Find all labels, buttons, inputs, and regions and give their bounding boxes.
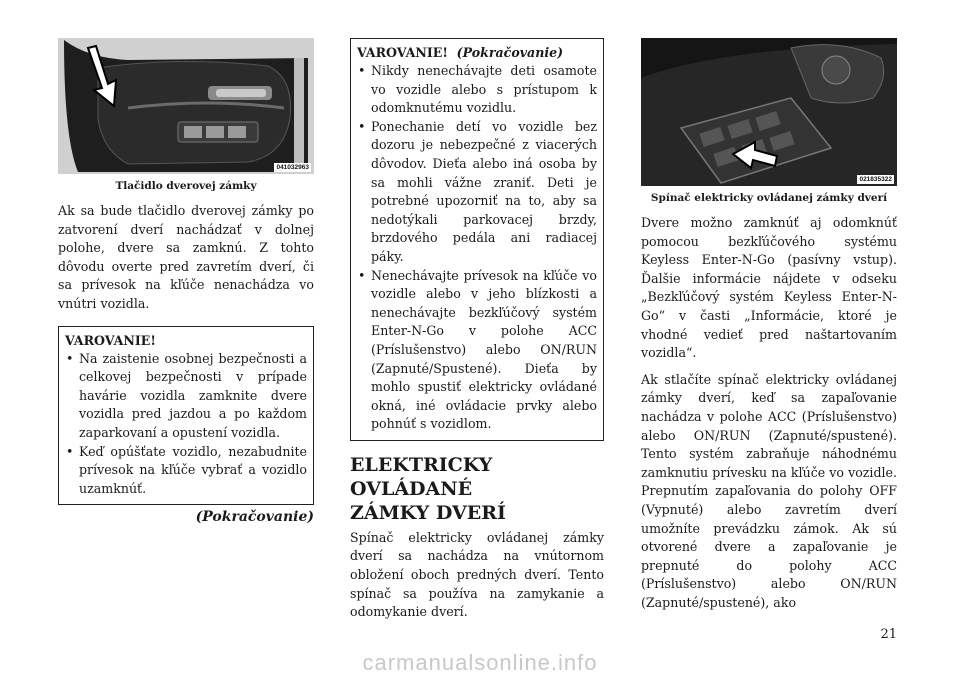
- body-paragraph: Dvere možno zamknúť aj odomknúť pomocou bezkľúčového systému Keyless Enter-N-Go (pasívny vstup). Ďalšie informácie nájdete v odseku „Bezkľúčový systém Keyless Enter-N-Go“ v časti „Informácie, ktoré je vhodné vedieť pred naštartovaním vozidla“.: [641, 215, 897, 361]
- warning-title-row: [357, 44, 597, 62]
- warning-item: • Nikdy nenechávajte deti osamote vo vozidle alebo s prístupom k odomknutému vozidlu.: [357, 62, 597, 118]
- body-paragraph: Ak sa bude tlačidlo dverovej zámky po zatvorení dverí nachádzať v dolnej polohe, dvere sa zamknú. Z tohto dôvodu overte pred zavretím dverí, či sa prívesok na kľúče nenachádza vo vnútri vozidla.: [58, 203, 314, 311]
- warning-item: • Nenechávajte prívesok na kľúče vo vozidle alebo v jeho blízkosti a nenechávajte bezkľúčový systém Enter-N-Go v polohe ACC (Príslušenstvo) alebo ON/RUN (Zapnuté/Spustené). Dieťa by mohlo spustiť elektricky ovládané okná, iné ovládacie prvky alebo pohnúť s vozidlom.: [357, 267, 597, 434]
- warning-list: [65, 350, 307, 499]
- section-heading-line2: ZÁMKY DVERÍ: [350, 501, 506, 524]
- warning-title: VAROVANIE!: [65, 332, 156, 348]
- warning-box: [58, 326, 314, 506]
- door-lock-button-photo: [58, 38, 314, 174]
- right-column: [641, 38, 897, 620]
- continued-label: (Pokračovanie): [195, 509, 314, 526]
- warning-list: [357, 62, 597, 434]
- warning-item: • Na zaistenie osobnej bezpečnosti a celkovej bezpečnosti v prípade havárie vozidla zamknite dvere vozidla pred jazdou a po každom zaparkovaní a opustení vozidla.: [65, 350, 307, 443]
- warning-box-continued: [350, 38, 604, 441]
- warning-item: • Ponechanie detí vo vozidle bez dozoru je nebezpečné z viacerých dôvodov. Dieťa alebo iná osoba by sa mohli vážne zraniť. Deti je potrebné upozorniť na to, aby sa nedotýkali parkovacej brzdy, brzdového pedála ani radiacej páky.: [357, 118, 597, 267]
- section-heading: [350, 453, 604, 525]
- photo-code: 021835322: [859, 176, 892, 183]
- body-paragraph: Ak stlačíte spínač elektricky ovládanej zámky dverí, keď sa zapaľovanie nachádza v polohe ACC (Príslušenstvo) alebo ON/RUN (Zapnuté/spustené). Tento systém zabraňuje náhodnému zamknutiu prívesku na kľúče vo vozidle. Prepnutím zapaľovania do polohy OFF (Vypnuté) alebo zavretím dverí umožníte prevádzku zámok. Ak sú otvorené dvere a zapaľovanie je prepnuté do polohy ACC (Príslušenstvo) alebo ON/RUN (Zapnuté/spustené), ako: [641, 371, 897, 610]
- middle-column: [350, 38, 604, 630]
- warning-continued-label: (Pokračovanie): [456, 45, 564, 60]
- warning-item: • Keď opúšťate vozidlo, nezabudnite prívesok na kľúče vybrať a vozidlo uzamknúť.: [65, 443, 307, 499]
- body-paragraph: Spínač elektricky ovládanej zámky dverí sa nachádza na vnútornom obložení oboch predných dverí. Tento spínač sa používa na zamykanie a odomykanie dverí.: [350, 529, 604, 620]
- door-panel-illustration: [58, 38, 314, 174]
- photo-code: 041032963: [276, 164, 309, 171]
- photo-caption: Spínač elektricky ovládanej zámky dverí: [650, 192, 888, 204]
- photo-caption: Tlačidlo dverovej zámky: [115, 180, 257, 192]
- left-column: [58, 38, 314, 525]
- site-watermark: carmanualsonline.info: [362, 650, 598, 675]
- page-number: 21: [880, 627, 897, 642]
- section-heading-line1: ELEKTRICKY OVLÁDANÉ: [350, 453, 493, 500]
- power-lock-switch-photo: [641, 38, 897, 186]
- warning-title: VAROVANIE!: [357, 45, 448, 60]
- lock-switch-illustration: [641, 38, 897, 186]
